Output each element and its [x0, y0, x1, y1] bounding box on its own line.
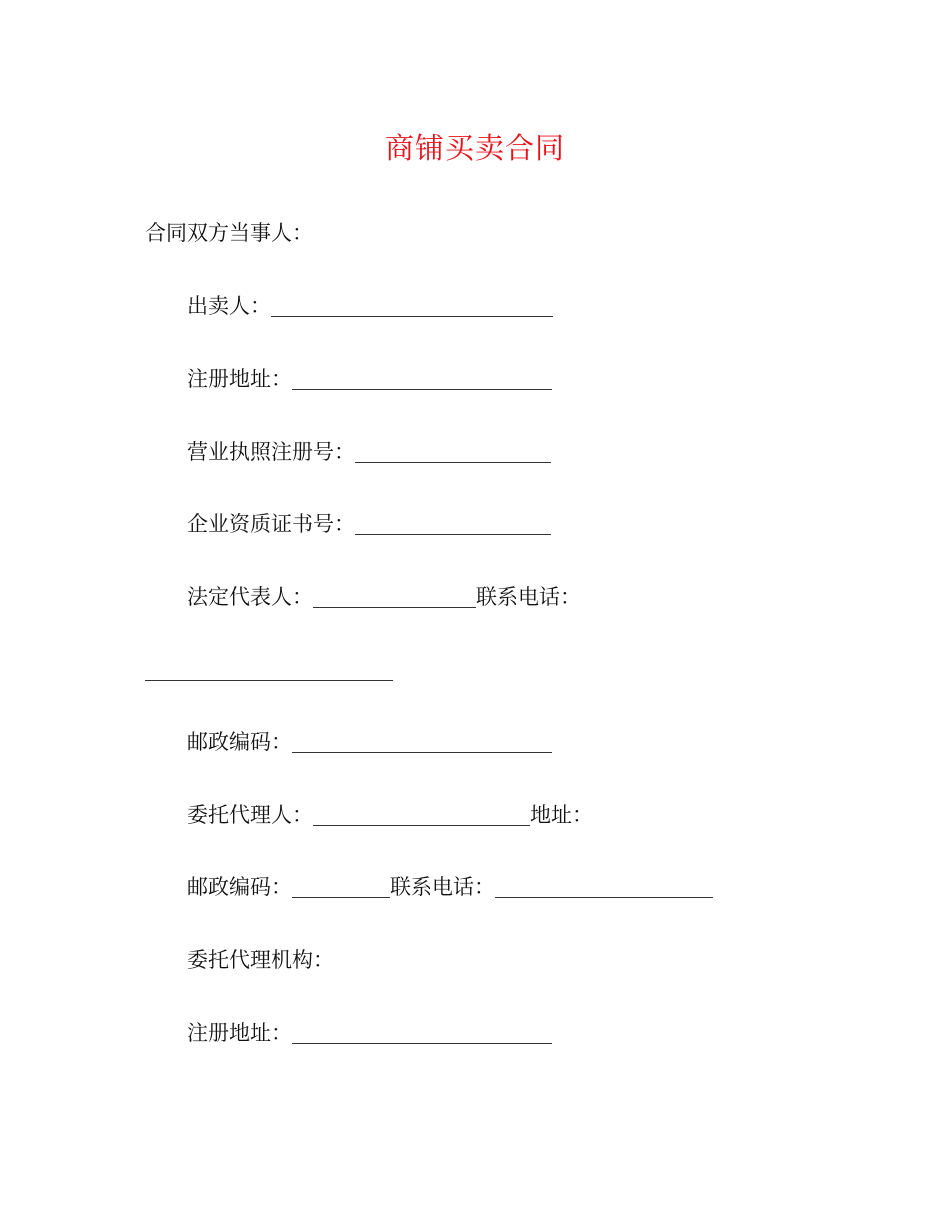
legal-rep-blank[interactable] — [313, 585, 476, 608]
legal-rep-line — [187, 582, 581, 612]
agent-label: 委托代理人： — [187, 803, 313, 827]
agency-reg-address-label: 注册地址： — [187, 1021, 292, 1045]
agent-address-label: 地址： — [530, 803, 593, 827]
seller-blank[interactable] — [271, 294, 553, 317]
seller-line — [187, 291, 553, 321]
agency-line — [187, 945, 334, 975]
postal-code-blank[interactable] — [292, 730, 552, 753]
license-no-line — [187, 437, 551, 467]
agency-reg-address-line — [187, 1018, 552, 1048]
agency-reg-address-blank[interactable] — [292, 1021, 552, 1044]
license-no-label: 营业执照注册号： — [187, 440, 355, 464]
document-title: 商铺买卖合同 — [384, 131, 565, 165]
agent-postal-code-blank[interactable] — [292, 875, 390, 898]
legal-rep-label: 法定代表人： — [187, 585, 313, 609]
legal-rep-phone-label: 联系电话： — [476, 585, 581, 609]
agent-postal-line — [187, 872, 713, 902]
agent-blank[interactable] — [313, 803, 530, 826]
agent-phone-blank[interactable] — [495, 875, 713, 898]
parties-heading-label: 合同双方当事人： — [145, 221, 313, 245]
qualification-no-line — [187, 509, 551, 539]
qualification-no-blank[interactable] — [355, 512, 551, 535]
postal-code-line — [187, 727, 552, 757]
agent-phone-label: 联系电话： — [390, 875, 495, 899]
agent-postal-code-label: 邮政编码： — [187, 875, 292, 899]
reg-address-label: 注册地址： — [187, 367, 292, 391]
agency-label: 委托代理机构： — [187, 948, 334, 972]
seller-label: 出卖人： — [187, 294, 271, 318]
legal-rep-phone-blank[interactable] — [145, 679, 393, 681]
parties-heading — [145, 218, 313, 248]
qualification-no-label: 企业资质证书号： — [187, 512, 355, 536]
reg-address-blank[interactable] — [292, 367, 552, 390]
reg-address-line — [187, 364, 552, 394]
postal-code-label: 邮政编码： — [187, 730, 292, 754]
agent-line — [187, 800, 593, 830]
license-no-blank[interactable] — [355, 440, 551, 463]
